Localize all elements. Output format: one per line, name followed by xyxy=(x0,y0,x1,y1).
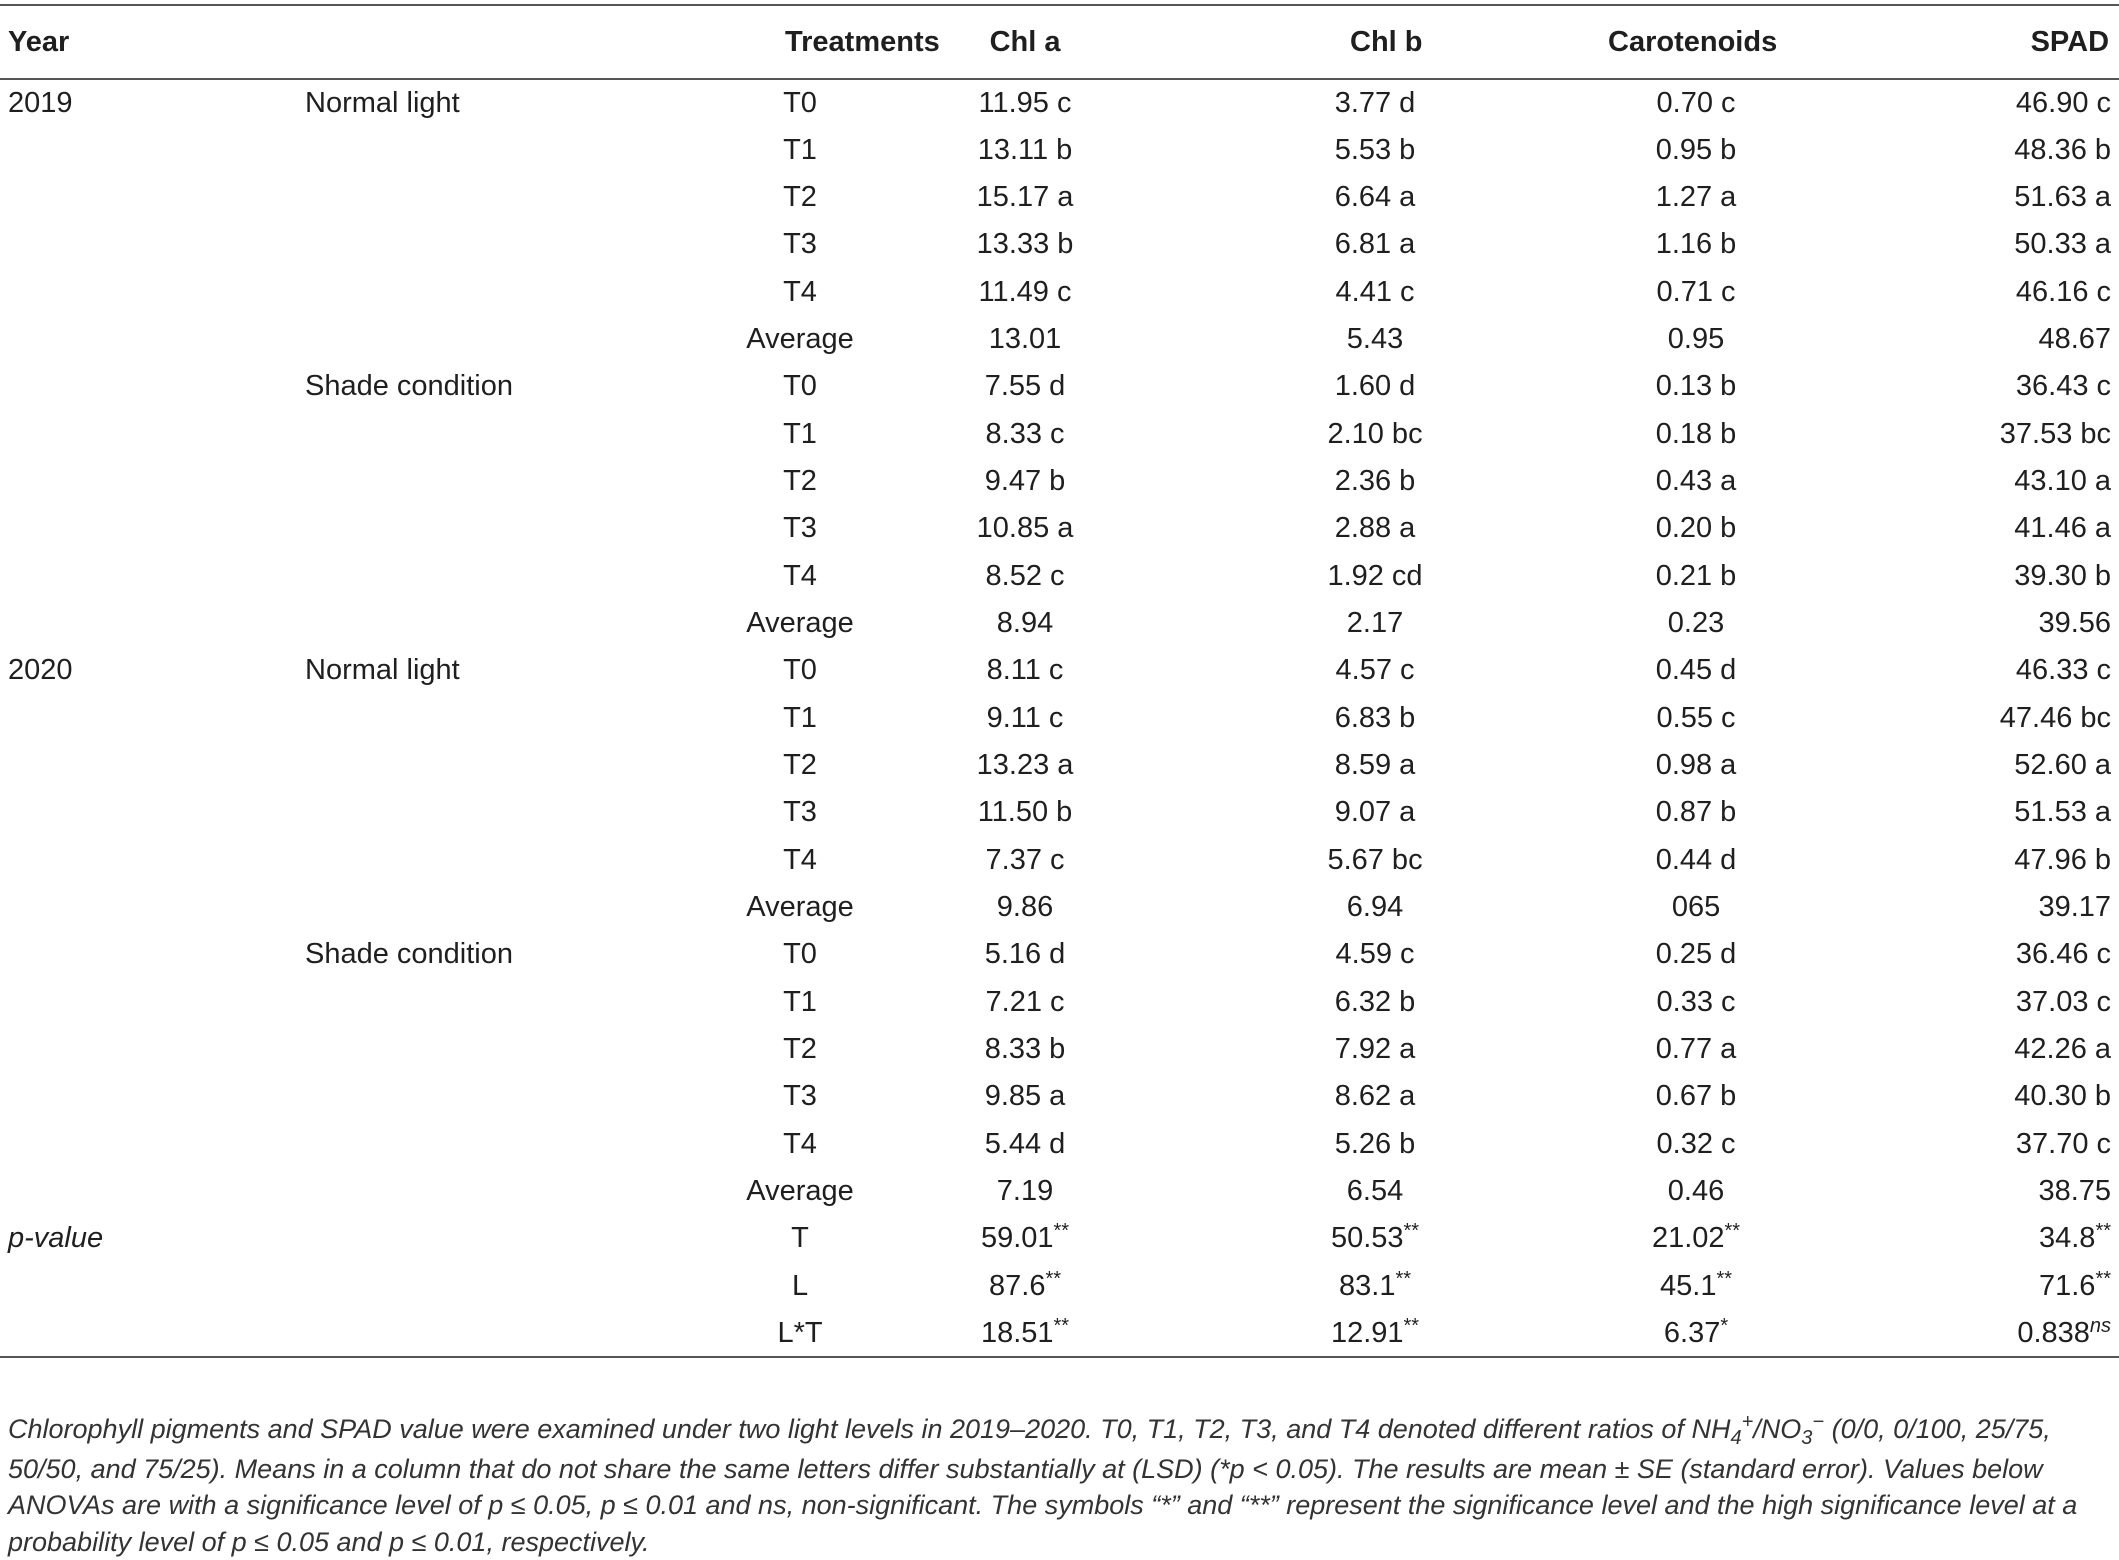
year-cell: 2019 xyxy=(8,86,73,119)
chl-a-cell: 7.19 xyxy=(996,1175,1054,1208)
treatment-cell: T3 xyxy=(783,228,817,261)
factor-cell: L*T xyxy=(720,1310,880,1357)
footnote-text-1: Chlorophyll pigments and SPAD value were examined under two light levels in 2019–2020. T0, T1, T2, T3, and T4 denoted different ratios of NH xyxy=(8,1414,1731,1444)
header-carotenoids: Carotenoids xyxy=(1540,5,1860,79)
carotenoids-cell: 0.18 b xyxy=(1655,417,1737,450)
carotenoids-cell: 0.87 b xyxy=(1655,796,1737,829)
treatment-cell: T0 xyxy=(783,370,817,403)
header-year: Year xyxy=(0,5,300,79)
pvalue-row xyxy=(0,1263,2119,1310)
treatment-cell: Average xyxy=(746,322,854,355)
chl-a-cell: 8.33 b xyxy=(984,1033,1066,1066)
carotenoids-cell: 065 xyxy=(1671,891,1721,924)
treatment-cell: T4 xyxy=(783,559,817,592)
treatment-cell: T1 xyxy=(783,985,817,1018)
pvalue-empty xyxy=(0,1263,300,1310)
pvalue-number: 45.1 xyxy=(1660,1269,1717,1302)
chl-b-cell: 3.77 d xyxy=(1334,86,1416,119)
chl-b-cell: 5.26 b xyxy=(1334,1127,1416,1160)
carotenoids-cell: 0.67 b xyxy=(1655,1080,1737,1113)
chl-b-cell: 2.10 bc xyxy=(1327,417,1423,450)
pvalue-number: 87.6 xyxy=(989,1269,1046,1302)
table-row xyxy=(0,1168,2119,1215)
year-cell xyxy=(0,1026,300,1073)
table-row xyxy=(0,458,2119,505)
pvalue-row xyxy=(0,1215,2119,1262)
carotenoids-cell: 1.27 a xyxy=(1655,180,1737,213)
chl-a-cell: 11.50 b xyxy=(977,796,1073,829)
spad-cell: 39.30 b xyxy=(2014,559,2112,592)
year-cell xyxy=(0,268,300,315)
pvalue-label: p-value xyxy=(8,1222,104,1255)
carotenoids-cell: 0.44 d xyxy=(1655,843,1737,876)
table-row xyxy=(0,789,2119,836)
chl-b-cell: 6.83 b xyxy=(1334,701,1416,734)
significance-marker: ** xyxy=(1045,1267,1062,1290)
chl-b-cell: 6.32 b xyxy=(1334,985,1416,1018)
footnote-no-superscript: − xyxy=(1812,1411,1825,1433)
table-row xyxy=(0,1026,2119,1073)
spad-pvalue-cell xyxy=(1860,1215,2119,1262)
chl-a-cell: 7.37 c xyxy=(985,843,1065,876)
chl-b-cell: 5.43 xyxy=(1346,322,1404,355)
spad-cell: 52.60 a xyxy=(2014,748,2112,781)
table-row xyxy=(0,694,2119,741)
condition-cell xyxy=(300,458,720,505)
treatment-cell: T0 xyxy=(783,654,817,687)
year-cell xyxy=(0,600,300,647)
table-row xyxy=(0,79,2119,126)
chl-b-cell: 2.36 b xyxy=(1334,464,1416,497)
table-row xyxy=(0,979,2119,1026)
pvalue-number: 50.53 xyxy=(1330,1222,1404,1255)
table-row xyxy=(0,931,2119,978)
condition-cell xyxy=(300,1215,720,1262)
table-row xyxy=(0,268,2119,315)
condition-cell xyxy=(300,268,720,315)
table-row xyxy=(0,837,2119,884)
condition-cell xyxy=(300,174,720,221)
spad-pvalue-cell xyxy=(1860,1263,2119,1310)
pvalue-number: 21.02 xyxy=(1651,1222,1725,1255)
year-cell xyxy=(0,1121,300,1168)
spad-cell: 47.46 bc xyxy=(1999,701,2112,734)
condition-cell xyxy=(300,1168,720,1215)
treatment-cell: T2 xyxy=(783,748,817,781)
spad-cell: 48.67 xyxy=(2038,322,2112,355)
spad-cell: 41.46 a xyxy=(2014,512,2112,545)
chl-a-cell: 9.86 xyxy=(996,891,1054,924)
carotenoids-cell: 0.71 c xyxy=(1656,275,1736,308)
condition-cell xyxy=(300,552,720,599)
footnote-nh-superscript: + xyxy=(1741,1411,1754,1433)
chl-b-cell: 6.81 a xyxy=(1334,228,1416,261)
pvalue-number: 6.37 xyxy=(1663,1316,1721,1349)
spad-cell: 38.75 xyxy=(2038,1175,2112,1208)
pvalue-number: 18.51 xyxy=(980,1316,1054,1349)
treatment-cell: T3 xyxy=(783,512,817,545)
header-treatments: Treatments xyxy=(300,5,880,79)
table-row xyxy=(0,505,2119,552)
year-cell xyxy=(0,126,300,173)
treatment-cell: T1 xyxy=(783,133,817,166)
treatment-cell: T2 xyxy=(783,464,817,497)
treatment-cell: T3 xyxy=(783,796,817,829)
spad-cell: 42.26 a xyxy=(2014,1033,2112,1066)
chl-a-pvalue-cell xyxy=(880,1310,1225,1357)
condition-cell xyxy=(300,789,720,836)
footnote-text-2: (0/0, 0/100, 25/75, 50/50, and 75/25). Means in a column that do not share the same letters differ substantially at (LSD) (*p < 0.05). The results are mean ± SE (standard error). Values below ANOVAs are with a significance level of p ≤ 0.05, p ≤ 0.01 and ns, non-significant. The symbols “*” and “**” represent the significance level and the high significance level at a probability level of p ≤ 0.05 and p ≤ 0.01, respectively. xyxy=(8,1414,2078,1557)
spad-cell: 51.53 a xyxy=(2014,796,2112,829)
chl-a-cell: 13.11 b xyxy=(977,133,1073,166)
chl-b-pvalue-cell xyxy=(1225,1263,1540,1310)
condition-cell xyxy=(300,1026,720,1073)
chl-b-pvalue-cell xyxy=(1225,1215,1540,1262)
spad-cell: 37.70 c xyxy=(2015,1127,2112,1160)
year-cell xyxy=(0,410,300,457)
table-body xyxy=(0,79,2119,1357)
year-cell xyxy=(0,505,300,552)
treatment-cell: T0 xyxy=(783,86,817,119)
year-cell xyxy=(0,1073,300,1120)
table-row xyxy=(0,126,2119,173)
year-cell xyxy=(0,552,300,599)
carotenoids-cell: 0.21 b xyxy=(1655,559,1737,592)
year-cell xyxy=(0,837,300,884)
spad-cell: 46.90 c xyxy=(2015,86,2112,119)
treatment-cell: T4 xyxy=(783,843,817,876)
condition-cell xyxy=(300,1310,720,1357)
footnote-no-subscript: 3 xyxy=(1801,1427,1813,1449)
carotenoids-cell: 0.13 b xyxy=(1655,370,1737,403)
treatment-cell: Average xyxy=(746,891,854,924)
table-row xyxy=(0,1073,2119,1120)
carotenoids-cell: 0.70 c xyxy=(1656,86,1736,119)
spad-cell: 47.96 b xyxy=(2014,843,2112,876)
carotenoids-pvalue-cell xyxy=(1540,1263,1860,1310)
pvalue-number: 83.1 xyxy=(1339,1269,1396,1302)
condition-cell xyxy=(300,837,720,884)
chl-b-cell: 7.92 a xyxy=(1334,1033,1416,1066)
significance-marker: ** xyxy=(1716,1267,1733,1290)
chl-b-cell: 4.41 c xyxy=(1335,275,1415,308)
chl-b-cell: 6.64 a xyxy=(1334,180,1416,213)
significance-marker: ** xyxy=(1395,1267,1412,1290)
table-row xyxy=(0,1121,2119,1168)
year-cell xyxy=(0,979,300,1026)
year-cell: 2020 xyxy=(8,654,73,687)
condition-cell xyxy=(300,126,720,173)
treatment-cell: T1 xyxy=(783,701,817,734)
table-row xyxy=(0,552,2119,599)
year-cell xyxy=(0,931,300,978)
spad-cell: 48.36 b xyxy=(2014,133,2112,166)
spad-cell: 46.33 c xyxy=(2015,654,2112,687)
condition-cell xyxy=(300,221,720,268)
table-row xyxy=(0,884,2119,931)
pvalue-number: 0.838 xyxy=(2017,1316,2090,1349)
carotenoids-cell: 0.46 xyxy=(1667,1175,1725,1208)
chl-b-cell: 4.59 c xyxy=(1335,938,1415,971)
spad-pvalue-cell xyxy=(1860,1310,2119,1357)
treatment-cell: T3 xyxy=(783,1080,817,1113)
chl-b-cell: 4.57 c xyxy=(1335,654,1415,687)
spad-cell: 36.46 c xyxy=(2015,938,2112,971)
chl-b-cell: 5.53 b xyxy=(1334,133,1416,166)
treatment-cell: T4 xyxy=(783,275,817,308)
year-cell xyxy=(0,458,300,505)
significance-marker: ** xyxy=(1403,1220,1420,1243)
chl-b-cell: 2.17 xyxy=(1346,606,1404,639)
condition-cell xyxy=(300,1263,720,1310)
chl-b-pvalue-cell xyxy=(1225,1310,1540,1357)
chl-a-cell: 13.01 xyxy=(988,322,1062,355)
chl-b-cell: 8.59 a xyxy=(1334,748,1416,781)
condition-cell xyxy=(300,505,720,552)
spad-cell: 39.17 xyxy=(2038,891,2112,924)
header-chl-a: Chl a xyxy=(880,5,1225,79)
carotenoids-cell: 0.23 xyxy=(1667,606,1725,639)
table-row xyxy=(0,410,2119,457)
condition-cell xyxy=(300,979,720,1026)
pvalue-number: 12.91 xyxy=(1330,1316,1404,1349)
significance-marker: * xyxy=(1720,1314,1729,1337)
spad-cell: 51.63 a xyxy=(2014,180,2112,213)
spad-cell: 40.30 b xyxy=(2014,1080,2112,1113)
footnote-slash-no: /NO xyxy=(1753,1414,1802,1444)
chl-a-cell: 10.85 a xyxy=(976,512,1074,545)
chl-a-cell: 9.47 b xyxy=(984,464,1066,497)
spad-cell: 36.43 c xyxy=(2015,370,2112,403)
header-spad: SPAD xyxy=(1860,5,2119,79)
header-row xyxy=(0,5,2119,79)
condition-cell xyxy=(300,316,720,363)
condition-cell xyxy=(300,884,720,931)
carotenoids-cell: 0.33 c xyxy=(1656,985,1736,1018)
chl-b-cell: 1.92 cd xyxy=(1327,559,1423,592)
carotenoids-cell: 1.16 b xyxy=(1655,228,1737,261)
chl-a-cell: 5.16 d xyxy=(984,938,1066,971)
condition-cell: Normal light xyxy=(305,86,460,119)
chl-b-cell: 1.60 d xyxy=(1334,370,1416,403)
condition-cell xyxy=(300,1073,720,1120)
condition-cell xyxy=(300,1121,720,1168)
year-cell xyxy=(0,174,300,221)
chl-b-cell: 9.07 a xyxy=(1334,796,1416,829)
treatment-cell: T0 xyxy=(783,938,817,971)
condition-cell xyxy=(300,600,720,647)
header-chl-b: Chl b xyxy=(1225,5,1540,79)
carotenoids-pvalue-cell xyxy=(1540,1215,1860,1262)
chl-b-cell: 2.88 a xyxy=(1334,512,1416,545)
year-cell xyxy=(0,363,300,410)
significance-marker: ** xyxy=(2095,1220,2112,1243)
significance-marker: ** xyxy=(2095,1267,2112,1290)
significance-marker: ** xyxy=(1053,1314,1070,1337)
spad-cell: 43.10 a xyxy=(2014,464,2112,497)
chl-a-cell: 11.95 c xyxy=(978,86,1072,119)
carotenoids-cell: 0.32 c xyxy=(1656,1127,1736,1160)
pvalue-number: 71.6 xyxy=(2038,1269,2096,1302)
significance-marker: ns xyxy=(2089,1314,2112,1337)
table-row xyxy=(0,221,2119,268)
table-row xyxy=(0,316,2119,363)
chl-a-cell: 5.44 d xyxy=(984,1127,1066,1160)
carotenoids-cell: 0.98 a xyxy=(1655,748,1737,781)
chl-a-pvalue-cell xyxy=(880,1263,1225,1310)
condition-cell xyxy=(300,694,720,741)
carotenoids-cell: 0.45 d xyxy=(1655,654,1737,687)
treatment-cell: T2 xyxy=(783,180,817,213)
significance-marker: ** xyxy=(1053,1220,1070,1243)
condition-cell xyxy=(300,410,720,457)
chl-a-cell: 7.55 d xyxy=(984,370,1066,403)
factor-cell: L xyxy=(791,1269,809,1302)
treatment-cell: T4 xyxy=(783,1127,817,1160)
year-cell xyxy=(0,884,300,931)
chl-a-cell: 8.52 c xyxy=(985,559,1065,592)
pvalue-number: 59.01 xyxy=(980,1222,1054,1255)
chl-a-cell: 7.21 c xyxy=(985,985,1065,1018)
pvalue-row xyxy=(0,1310,2119,1357)
treatment-cell: T2 xyxy=(783,1033,817,1066)
factor-cell: T xyxy=(791,1222,809,1255)
carotenoids-pvalue-cell xyxy=(1540,1310,1860,1357)
significance-marker: ** xyxy=(1403,1314,1420,1337)
chl-a-cell: 9.85 a xyxy=(984,1080,1066,1113)
spad-cell: 39.56 xyxy=(2038,606,2112,639)
table-row xyxy=(0,600,2119,647)
chl-a-cell: 13.33 b xyxy=(976,228,1074,261)
condition-cell xyxy=(300,742,720,789)
carotenoids-cell: 0.77 a xyxy=(1655,1033,1737,1066)
chl-a-cell: 8.94 xyxy=(996,606,1054,639)
pvalue-number: 34.8 xyxy=(2038,1222,2096,1255)
carotenoids-cell: 0.55 c xyxy=(1656,701,1736,734)
carotenoids-cell: 0.43 a xyxy=(1655,464,1737,497)
significance-marker: ** xyxy=(1724,1220,1741,1243)
carotenoids-cell: 0.20 b xyxy=(1655,512,1737,545)
chl-a-cell: 15.17 a xyxy=(976,180,1074,213)
footnote-nh-subscript: 4 xyxy=(1730,1427,1742,1449)
carotenoids-cell: 0.95 b xyxy=(1655,133,1737,166)
chl-a-cell: 11.49 c xyxy=(978,275,1072,308)
treatment-cell: Average xyxy=(746,606,854,639)
treatment-cell: T1 xyxy=(783,417,817,450)
chl-a-pvalue-cell xyxy=(880,1215,1225,1262)
treatment-cell: Average xyxy=(746,1175,854,1208)
chl-a-cell: 13.23 a xyxy=(976,748,1074,781)
table-row xyxy=(0,742,2119,789)
year-cell xyxy=(0,1168,300,1215)
year-cell xyxy=(0,221,300,268)
chl-b-cell: 6.94 xyxy=(1346,891,1404,924)
year-cell xyxy=(0,316,300,363)
table-footnote xyxy=(8,1411,2108,1560)
spad-cell: 37.03 c xyxy=(2015,985,2112,1018)
chl-b-cell: 5.67 bc xyxy=(1327,843,1423,876)
chl-a-cell: 9.11 c xyxy=(986,701,1064,734)
pvalue-empty xyxy=(0,1310,300,1357)
spad-cell: 46.16 c xyxy=(2015,275,2112,308)
carotenoids-cell: 0.95 xyxy=(1667,322,1725,355)
table-row xyxy=(0,174,2119,221)
condition-cell: Normal light xyxy=(305,654,460,687)
chl-a-cell: 8.11 c xyxy=(986,654,1064,687)
spad-cell: 50.33 a xyxy=(2014,228,2112,261)
year-cell xyxy=(0,789,300,836)
chl-a-cell: 8.33 c xyxy=(985,417,1065,450)
table-row xyxy=(0,363,2119,410)
chlorophyll-table xyxy=(0,4,2119,1358)
spad-cell: 37.53 bc xyxy=(1999,417,2112,450)
year-cell xyxy=(0,694,300,741)
condition-cell: Shade condition xyxy=(305,370,513,403)
condition-cell: Shade condition xyxy=(305,938,513,971)
chl-b-cell: 6.54 xyxy=(1346,1175,1404,1208)
carotenoids-cell: 0.25 d xyxy=(1655,938,1737,971)
chl-b-cell: 8.62 a xyxy=(1334,1080,1416,1113)
table-row xyxy=(0,647,2119,694)
year-cell xyxy=(0,742,300,789)
